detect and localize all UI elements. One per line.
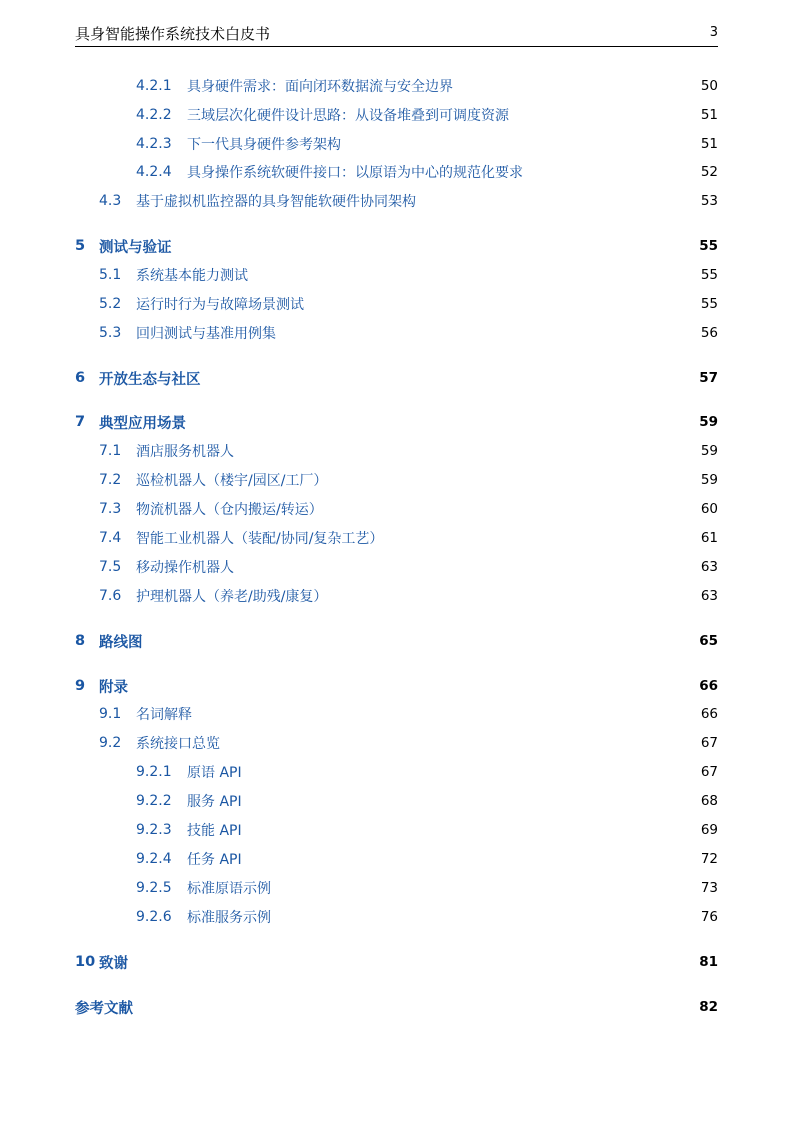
toc-chapter-5[interactable] (75, 236, 718, 256)
toc-leader (347, 134, 682, 154)
toc-label: 运行时行为与故障场景测试 (136, 297, 304, 313)
toc-entry-5-3[interactable] (99, 323, 718, 343)
toc-label: 测试与验证 (99, 239, 172, 256)
toc-number: 7.2 (99, 472, 122, 488)
toc-label: 致谢 (99, 955, 128, 972)
toc-leader (198, 704, 682, 724)
toc-entry-4-2-3[interactable] (136, 134, 718, 154)
toc-page: 67 (700, 764, 718, 780)
toc-leader (240, 441, 682, 461)
toc-number: 7.1 (99, 443, 122, 459)
toc-entry-9-2-6[interactable] (136, 907, 718, 927)
toc-page: 59 (700, 472, 718, 488)
toc-label: 原语 API (187, 765, 242, 781)
toc-leader (333, 586, 682, 606)
toc-chapter-9[interactable] (75, 676, 718, 696)
toc-chapter-7[interactable] (75, 412, 718, 432)
toc-page: 55 (699, 238, 718, 254)
toc-entry-4-2-4[interactable] (136, 162, 718, 182)
toc-page: 76 (700, 909, 718, 925)
toc-page: 60 (700, 501, 718, 517)
toc-number: 9.2.3 (136, 822, 172, 838)
toc-entry-4-2-2[interactable] (136, 105, 718, 125)
toc-page: 55 (700, 267, 718, 283)
toc-leader (389, 528, 682, 548)
toc-leader (310, 294, 682, 314)
toc-leader (277, 907, 682, 927)
toc-number: 5.3 (99, 325, 122, 341)
toc-page: 51 (700, 136, 718, 152)
toc-label: 巡检机器人（楼宇/园区/工厂） (136, 473, 328, 489)
document-title: 具身智能操作系统技术白皮书 (75, 25, 271, 43)
toc-entry-7-5[interactable] (99, 557, 718, 577)
toc-leader (529, 162, 682, 182)
toc-label: 三域层次化硬件设计思路：从设备堆叠到可调度资源 (187, 108, 509, 124)
toc-entry-7-6[interactable] (99, 586, 718, 606)
toc-number: 4.2.2 (136, 107, 172, 123)
toc-label: 开放生态与社区 (99, 371, 201, 388)
toc-label: 标准服务示例 (187, 910, 271, 926)
toc-page: 51 (700, 107, 718, 123)
toc-entry-7-1[interactable] (99, 441, 718, 461)
toc-label: 酒店服务机器人 (136, 444, 234, 460)
toc-number: 9 (75, 678, 86, 694)
toc-number: 5.1 (99, 267, 122, 283)
toc-number: 4.3 (99, 193, 122, 209)
toc-label: 系统基本能力测试 (136, 268, 248, 284)
toc-label: 基于虚拟机监控器的具身智能软硬件协同架构 (136, 194, 416, 210)
toc-label: 参考文献 (75, 1000, 133, 1017)
toc-number: 9.2.5 (136, 880, 172, 896)
toc-label: 名词解释 (136, 707, 192, 723)
toc-page: 69 (700, 822, 718, 838)
toc-number: 7.5 (99, 559, 122, 575)
toc-leader (248, 791, 682, 811)
toc-page: 66 (699, 678, 718, 694)
toc-number: 7.6 (99, 588, 122, 604)
toc-page: 61 (700, 530, 718, 546)
toc-number: 7 (75, 414, 86, 430)
toc-page: 72 (700, 851, 718, 867)
toc-number: 10 (75, 954, 96, 970)
toc-entry-7-2[interactable] (99, 470, 718, 490)
toc-label: 附录 (99, 679, 128, 696)
toc-leader (333, 470, 682, 490)
toc-leader (329, 499, 682, 519)
toc-page: 53 (700, 193, 718, 209)
toc-number: 9.1 (99, 706, 122, 722)
toc-page: 50 (700, 78, 718, 94)
toc-number: 5.2 (99, 296, 122, 312)
toc-entry-4-2-1[interactable] (136, 76, 718, 96)
toc-label: 具身操作系统软硬件接口：以原语为中心的规范化要求 (187, 165, 523, 181)
toc-page: 82 (699, 999, 718, 1015)
toc-leader (277, 878, 682, 898)
toc-page: 59 (699, 414, 718, 430)
toc-entry-7-4[interactable] (99, 528, 718, 548)
toc-number: 5 (75, 238, 86, 254)
toc-label: 标准原语示例 (187, 881, 271, 897)
toc-entry-5-2[interactable] (99, 294, 718, 314)
toc-page: 63 (700, 559, 718, 575)
toc-number: 7.3 (99, 501, 122, 517)
toc-label: 服务 API (187, 794, 242, 810)
toc-page: 56 (700, 325, 718, 341)
toc-label: 路线图 (99, 634, 143, 651)
toc-entry-9-2-5[interactable] (136, 878, 718, 898)
toc-leader (515, 105, 682, 125)
toc-page: 55 (700, 296, 718, 312)
toc-label: 移动操作机器人 (136, 560, 234, 576)
toc-number: 4.2.4 (136, 164, 172, 180)
toc-number: 7.4 (99, 530, 122, 546)
toc-leader (248, 820, 682, 840)
toc-number: 9.2 (99, 735, 122, 751)
toc-label: 智能工业机器人（装配/协同/复杂工艺） (136, 531, 384, 547)
toc-entry-9-2[interactable] (99, 733, 718, 753)
toc-entry-9-1[interactable] (99, 704, 718, 724)
toc-number: 8 (75, 633, 86, 649)
toc-leader (248, 762, 682, 782)
toc-leader (226, 733, 682, 753)
toc-entry-7-3[interactable] (99, 499, 718, 519)
toc-entry-9-2-3[interactable] (136, 820, 718, 840)
toc-page: 68 (700, 793, 718, 809)
toc-page: 63 (700, 588, 718, 604)
toc-page: 67 (700, 735, 718, 751)
toc-entry-5-1[interactable] (99, 265, 718, 285)
toc-leader (254, 265, 682, 285)
toc-page: 57 (699, 370, 718, 386)
toc-page: 52 (700, 164, 718, 180)
toc-leader (422, 191, 682, 211)
toc-chapter-10[interactable] (75, 952, 718, 972)
toc-chapter-8[interactable] (75, 631, 718, 651)
toc-label: 典型应用场景 (99, 415, 186, 432)
toc-leader (459, 76, 682, 96)
toc-leader (282, 323, 682, 343)
toc-label: 物流机器人（仓内搬运/转运） (136, 502, 323, 518)
toc-label: 护理机器人（养老/助残/康复） (136, 589, 328, 605)
toc-page: 59 (700, 443, 718, 459)
toc-references[interactable] (75, 997, 718, 1017)
toc-number: 9.2.2 (136, 793, 172, 809)
toc-label: 具身硬件需求：面向闭环数据流与安全边界 (187, 79, 453, 95)
toc-leader (248, 849, 682, 869)
toc-page: 73 (700, 880, 718, 896)
toc-number: 4.2.3 (136, 136, 172, 152)
toc-label: 系统接口总览 (136, 736, 220, 752)
toc-entry-9-2-4[interactable] (136, 849, 718, 869)
toc-page: 65 (699, 633, 718, 649)
toc-entry-9-2-1[interactable] (136, 762, 718, 782)
toc-label: 技能 API (187, 823, 242, 839)
toc-number: 9.2.4 (136, 851, 172, 867)
toc-number: 6 (75, 370, 86, 386)
toc-chapter-6[interactable] (75, 368, 718, 388)
toc-leader (240, 557, 682, 577)
toc-label: 任务 API (187, 852, 242, 868)
toc-label: 下一代具身硬件参考架构 (187, 137, 341, 153)
toc-number: 9.2.1 (136, 764, 172, 780)
header-page-number: 3 (709, 25, 718, 40)
toc-page: 66 (700, 706, 718, 722)
toc-entry-9-2-2[interactable] (136, 791, 718, 811)
toc-label: 回归测试与基准用例集 (136, 326, 276, 342)
toc-page: 81 (699, 954, 718, 970)
toc-number: 4.2.1 (136, 78, 172, 94)
toc-number: 9.2.6 (136, 909, 172, 925)
toc-entry-4-3[interactable] (99, 191, 718, 211)
